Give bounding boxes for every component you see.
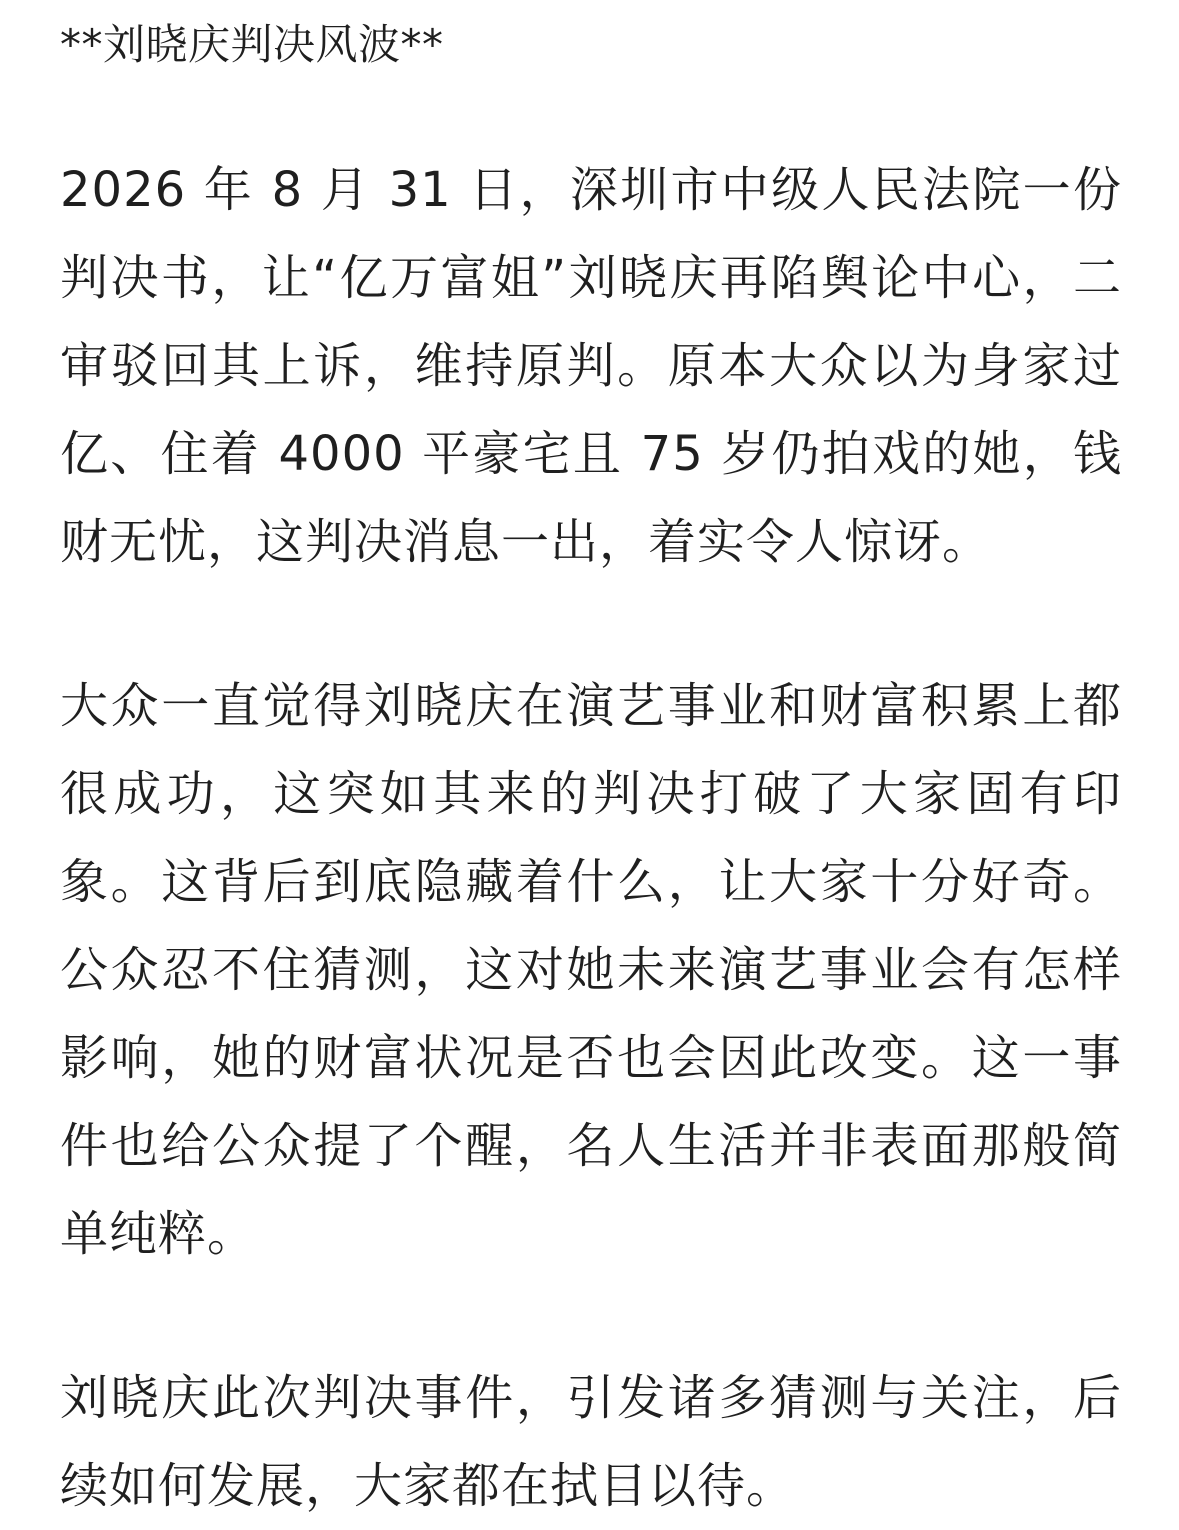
article-paragraph-2: 大众一直觉得刘晓庆在演艺事业和财富积累上都很成功，这突如其来的判决打破了大家固有印象。这背后到底隐藏着什么，让大家十分好奇。公众忍不住猜测，这对她未来演艺事业会有怎样影响，她的财富状况是否也会因此改变。这一事件也给公众提了个醒，名人生活并非表面那般简单纯粹。: [60, 678, 1122, 1262]
article-paragraph-3: 刘晓庆此次判决事件，引发诸多猜测与关注，后续如何发展，大家都在拭目以待。: [60, 1370, 1122, 1514]
article-title: **刘晓庆判决风波**: [60, 20, 444, 69]
article-paragraph-1: 2026 年 8 月 31 日，深圳市中级人民法院一份判决书，让“亿万富姐”刘晓庆再陷舆论中心，二审驳回其上诉，维持原判。原本大众以为身家过亿、住着 4000 平豪宅且 75 岁仍拍戏的她，钱财无忧，这判决消息一出，着实令人惊讶。: [60, 162, 1122, 570]
article: [60, 0, 1122, 1530]
